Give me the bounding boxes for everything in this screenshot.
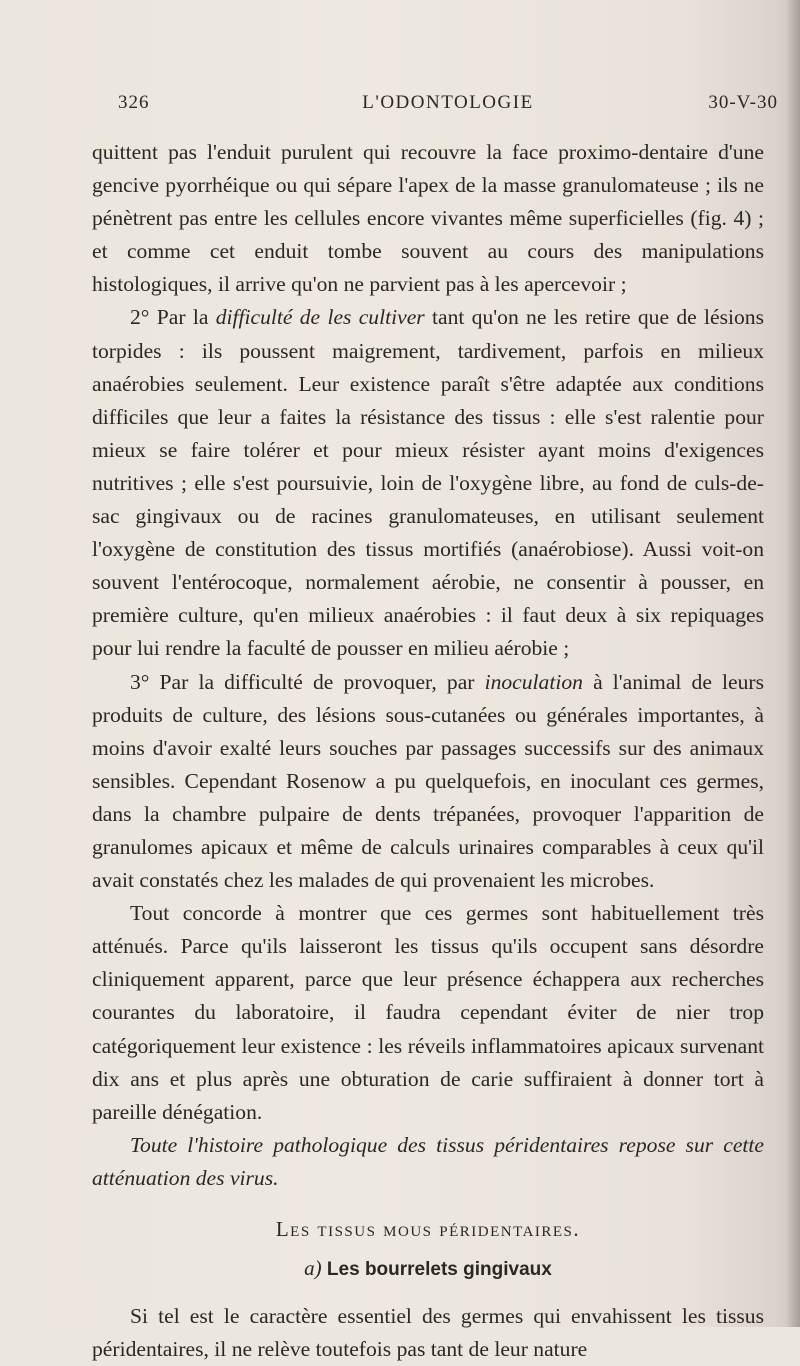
paragraph-3 bbox=[92, 666, 764, 898]
subsection-title: Les bourrelets gingivaux bbox=[326, 1259, 552, 1281]
subsection-heading bbox=[92, 1252, 764, 1286]
paragraph-4: Tout concorde à montrer que ces germes sont habituellement très atténués. Parce qu'ils laisseront les tissus qu'ils occupent sans désordre cliniquement apparent, parce que leur présence échappera aux recherches courantes du laboratoire, il faudra cependant éviter de nier trop catégoriquement leur existence : les réveils inflammatoires apicaux survenant dix ans et plus après une obturation de carie suffiraient à donner tort à pareille dénégation. bbox=[92, 901, 764, 1124]
paragraph-1: quittent pas l'enduit purulent qui recouvre la face proximo-dentaire d'une gencive pyorrhéique ou qui sépare l'apex de la masse granulomateuse ; ils ne pénètrent pas entre les cellules encore vivantes même superficielles (fig. 4) ; et comme cet enduit tombe souvent au cours des manipulations histologiques, il arrive qu'on ne parvient pas à les apercevoir ; bbox=[92, 140, 764, 297]
section-heading: Les tissus mous péridentaires. bbox=[275, 1217, 581, 1241]
paragraph-2 bbox=[92, 301, 764, 665]
paragraph-6: Si tel est le caractère essentiel des germes qui envahissent les tissus péridentaires, il ne relève toutefois pas tant de leur nature bbox=[92, 1304, 764, 1362]
paragraph-5-italic: Toute l'histoire pathologique des tissus péridentaires repose sur cette atténuation des virus. bbox=[92, 1132, 764, 1190]
running-header bbox=[118, 92, 778, 122]
paragraph-2-rest: tant qu'on ne les retire que de lésions torpides : ils poussent maigrement, tardivement, parfois en milieux anaérobies seulement. Leur existence paraît s'être adaptée aux conditions difficiles que leur a faites la résistance des tissus : elle s'est ralentie pour mieux se faire tolérer et pour mieux résister ayant moins d'exigences nutritives ; elle s'est poursuivie, loin de l'oxygène libre, au fond de culs-de-sac gingivaux ou de racines granulomateuses, en utilisant seulement l'oxygène de constitution des tissus mortifiés (anaérobiose). Aussi voit-on souvent l'entérocoque, normalement aérobie, ne consentir à pousser, en première culture, qu'en milieux anaérobies : il faut deux à six repiquages pour lui rendre la faculté de pousser en milieu aérobie ; bbox=[92, 305, 764, 661]
paragraph-3-rest: à l'animal de leurs produits de culture, des lésions sous-cutanées ou générales importantes, à moins d'avoir exalté leurs souches par passages successifs sur des animaux sensibles. Cependant Rosenow a pu quelquefois, en inoculant ces germes, dans la chambre pulpaire de dents trépanées, provoquer l'apparition de granulomes apicaux et même de calculs urinaires comparables à ceux qu'il avait constatés chez les malades de qui provenaient les microbes. bbox=[92, 669, 764, 893]
body-text bbox=[92, 136, 764, 1366]
journal-title: L'ODONTOLOGIE bbox=[362, 92, 534, 113]
paragraph-3-lead: 3° Par la difficulté de provoquer, par bbox=[130, 669, 485, 694]
paragraph-2-lead: 2° Par la bbox=[130, 305, 216, 330]
paragraph-2-emphasis: difficulté de les cultiver bbox=[215, 305, 425, 330]
page-edge-shadow bbox=[786, 0, 800, 1327]
page-number: 326 bbox=[118, 92, 150, 113]
issue-date: 30-V-30 bbox=[708, 92, 778, 113]
paragraph-3-emphasis: inoculation bbox=[484, 669, 583, 694]
subsection-letter: a) bbox=[304, 1256, 322, 1281]
